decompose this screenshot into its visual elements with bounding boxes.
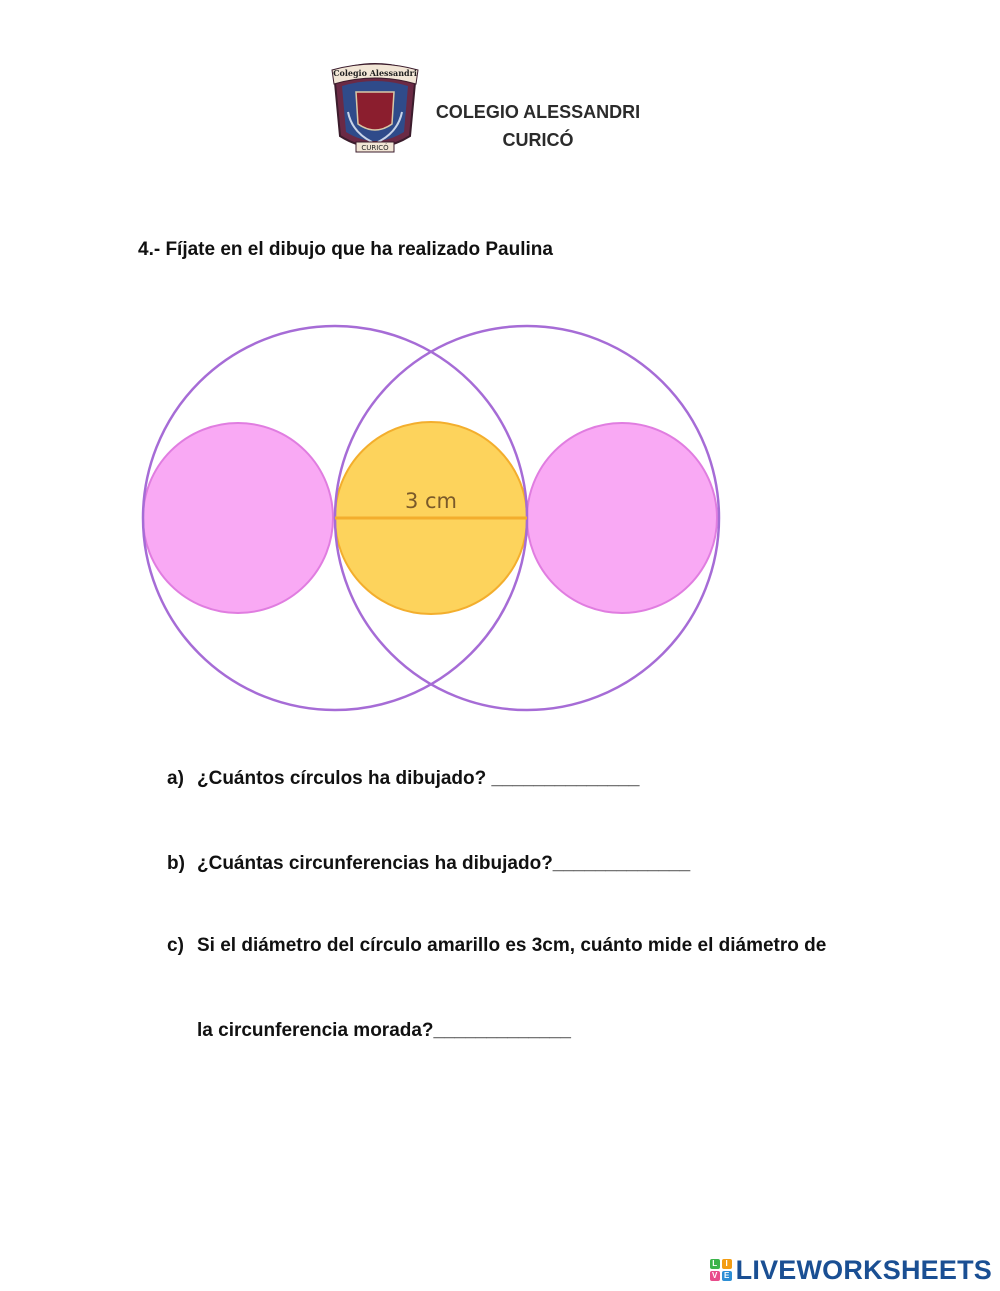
block-i: I bbox=[722, 1259, 732, 1269]
answer-blank-a[interactable]: ______________ bbox=[491, 768, 640, 789]
question-item-a bbox=[167, 768, 639, 790]
school-name-line2: CURICÓ bbox=[502, 130, 574, 150]
liveworksheets-brand-text: LIVEWORKSHEETS bbox=[735, 1254, 992, 1285]
answer-blank-b[interactable]: _____________ bbox=[552, 853, 691, 874]
item-label: a) bbox=[167, 768, 184, 789]
block-v: V bbox=[710, 1271, 720, 1281]
item-text: ¿Cuántas circunferencias ha dibujado? bbox=[197, 853, 553, 874]
item-text: la circunferencia morada? bbox=[197, 1020, 434, 1041]
question-item-c bbox=[167, 935, 826, 957]
question-item-c-continuation bbox=[197, 1020, 571, 1042]
liveworksheets-blocks-icon bbox=[710, 1259, 732, 1281]
block-e: E bbox=[722, 1271, 732, 1281]
crest-bottom-text: CURICÓ bbox=[361, 144, 389, 152]
school-header bbox=[326, 62, 666, 162]
liveworksheets-logo[interactable] bbox=[710, 1254, 992, 1286]
crest-text: Colegio Alessandri bbox=[333, 68, 417, 78]
diameter-label: 3 cm bbox=[404, 489, 458, 513]
pink-circle-left bbox=[143, 423, 333, 613]
question-title: 4.- Fíjate en el dibujo que ha realizado Paulina bbox=[138, 239, 553, 260]
item-label: b) bbox=[167, 853, 185, 874]
question-item-b bbox=[167, 853, 690, 875]
item-text: ¿Cuántos círculos ha dibujado? bbox=[197, 768, 492, 789]
school-crest-logo bbox=[326, 62, 424, 160]
answer-blank-c[interactable]: _____________ bbox=[433, 1020, 571, 1041]
item-text: Si el diámetro del círculo amarillo es 3cm, cuánto mide el diámetro de bbox=[197, 935, 827, 956]
pink-circle-right bbox=[527, 423, 717, 613]
school-name-line1: COLEGIO ALESSANDRI bbox=[435, 102, 641, 122]
item-label: c) bbox=[167, 935, 184, 956]
circles-figure bbox=[140, 318, 730, 718]
school-name bbox=[430, 98, 646, 154]
block-l: L bbox=[710, 1259, 720, 1269]
